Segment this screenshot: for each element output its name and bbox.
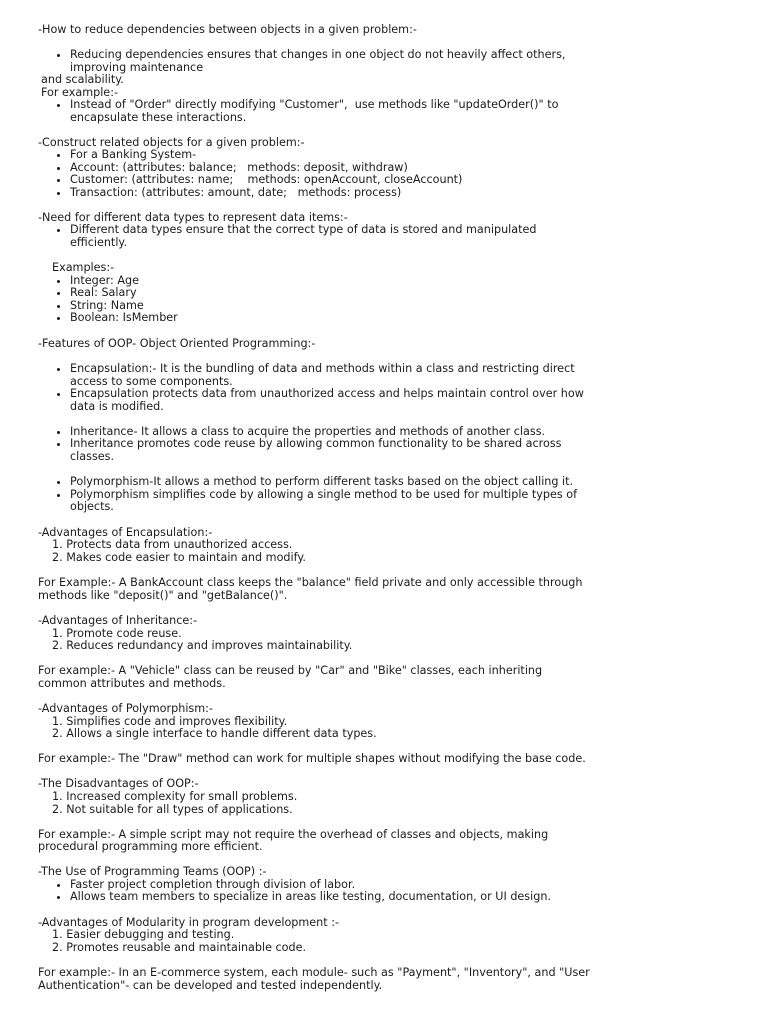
paragraph-line: classes. — [70, 450, 115, 463]
bullet-icon — [57, 192, 60, 195]
list-item: Real: Salary — [70, 286, 137, 299]
bullet-icon — [57, 54, 60, 57]
list-item: 2. Not suitable for all types of applications. — [52, 803, 293, 816]
section-heading: -Construct related objects for a given problem:- — [38, 136, 305, 149]
list-item: Allows team members to specialize in areas like testing, documentation, or UI design. — [70, 890, 551, 903]
bullet-icon — [57, 443, 60, 446]
list-item: Customer: (attributes: name; methods: openAccount, closeAccount) — [70, 173, 463, 186]
example-line: procedural programming more efficient. — [38, 840, 263, 853]
paragraph-line: Encapsulation:- It is the bundling of data and methods within a class and restricting direct — [70, 362, 575, 375]
example-line: common attributes and methods. — [38, 677, 226, 690]
paragraph-line: improving maintenance — [70, 61, 204, 74]
paragraph-line: efficiently. — [70, 236, 128, 249]
list-item: 1. Protects data from unauthorized access. — [52, 538, 293, 551]
bullet-icon — [57, 280, 60, 283]
examples-label: Examples:- — [52, 261, 115, 274]
list-item: 1. Increased complexity for small problems. — [52, 790, 298, 803]
list-item: 2. Reduces redundancy and improves maintainability. — [52, 639, 353, 652]
section-heading: -The Use of Programming Teams (OOP) :- — [38, 865, 267, 878]
list-item: Faster project completion through division of labor. — [70, 878, 356, 891]
list-item: For a Banking System- — [70, 148, 197, 161]
list-item: Transaction: (attributes: amount, date; methods: process) — [70, 186, 402, 199]
bullet-icon — [57, 179, 60, 182]
paragraph-line: Instead of "Order" directly modifying "Customer", use methods like "updateOrder()" to — [70, 98, 559, 111]
bullet-icon — [57, 431, 60, 434]
bullet-icon — [57, 317, 60, 320]
example-line: For Example:- A BankAccount class keeps the "balance" field private and only accessible through — [38, 576, 583, 589]
example-line: methods like "deposit()" and "getBalance()". — [38, 589, 288, 602]
section-heading: -Advantages of Encapsulation:- — [38, 526, 213, 539]
bullet-icon — [57, 896, 60, 899]
section-heading: -Advantages of Inheritance:- — [38, 614, 198, 627]
list-item: 2. Promotes reusable and maintainable code. — [52, 941, 307, 954]
example-line: For example:- In an E-commerce system, each module- such as "Payment", "Inventory", and "User — [38, 966, 590, 979]
paragraph-line: Different data types ensure that the correct type of data is stored and manipulated — [70, 223, 537, 236]
example-label: For example:- — [41, 86, 118, 99]
list-item: 1. Simplifies code and improves flexibility. — [52, 715, 288, 728]
list-item: 1. Promote code reuse. — [52, 627, 182, 640]
section-heading: -The Disadvantages of OOP:- — [38, 777, 199, 790]
section-heading: -How to reduce dependencies between objects in a given problem:- — [38, 23, 417, 36]
bullet-icon — [57, 229, 60, 232]
bullet-icon — [57, 393, 60, 396]
bullet-icon — [57, 154, 60, 157]
list-item: Integer: Age — [70, 274, 140, 287]
example-line: For example:- The "Draw" method can work for multiple shapes without modifying the base code. — [38, 752, 586, 765]
list-item: Account: (attributes: balance; methods: deposit, withdraw) — [70, 161, 408, 174]
bullet-icon — [57, 305, 60, 308]
bullet-icon — [57, 481, 60, 484]
bullet-icon — [57, 167, 60, 170]
section-heading: -Need for different data types to represent data items:- — [38, 211, 348, 224]
list-item: 1. Easier debugging and testing. — [52, 928, 235, 941]
paragraph-line: Reducing dependencies ensures that changes in one object do not heavily affect others, — [70, 48, 566, 61]
list-item: String: Name — [70, 299, 144, 312]
section-heading: -Advantages of Polymorphism:- — [38, 702, 213, 715]
paragraph-line: Inheritance promotes code reuse by allowing common functionality to be shared across — [70, 437, 562, 450]
paragraph-line: Polymorphism simplifies code by allowing a single method to be used for multiple types of — [70, 488, 578, 501]
paragraph-line: encapsulate these interactions. — [70, 111, 247, 124]
bullet-icon — [57, 494, 60, 497]
section-heading: -Advantages of Modularity in program development :- — [38, 916, 340, 929]
paragraph-line: access to some components. — [70, 375, 233, 388]
example-line: For example:- A "Vehicle" class can be reused by "Car" and "Bike" classes, each inheriting — [38, 664, 543, 677]
example-line: Authentication"- can be developed and tested independently. — [38, 979, 383, 992]
paragraph-line: Polymorphism-It allows a method to perform different tasks based on the object calling it. — [70, 475, 574, 488]
bullet-icon — [57, 292, 60, 295]
list-item: 2. Makes code easier to maintain and modify. — [52, 551, 306, 564]
list-item: Boolean: IsMember — [70, 311, 178, 324]
paragraph-line: objects. — [70, 500, 114, 513]
paragraph-line: data is modified. — [70, 400, 164, 413]
bullet-icon — [57, 104, 60, 107]
paragraph-line: Encapsulation protects data from unauthorized access and helps maintain control over how — [70, 387, 584, 400]
example-line: For example:- A simple script may not require the overhead of classes and objects, making — [38, 828, 549, 841]
list-item: 2. Allows a single interface to handle different data types. — [52, 727, 377, 740]
bullet-icon — [57, 884, 60, 887]
paragraph-line: and scalability. — [41, 73, 124, 86]
bullet-icon — [57, 368, 60, 371]
paragraph-line: Inheritance- It allows a class to acquire the properties and methods of another class. — [70, 425, 546, 438]
section-heading: -Features of OOP- Object Oriented Programming:- — [38, 337, 316, 350]
